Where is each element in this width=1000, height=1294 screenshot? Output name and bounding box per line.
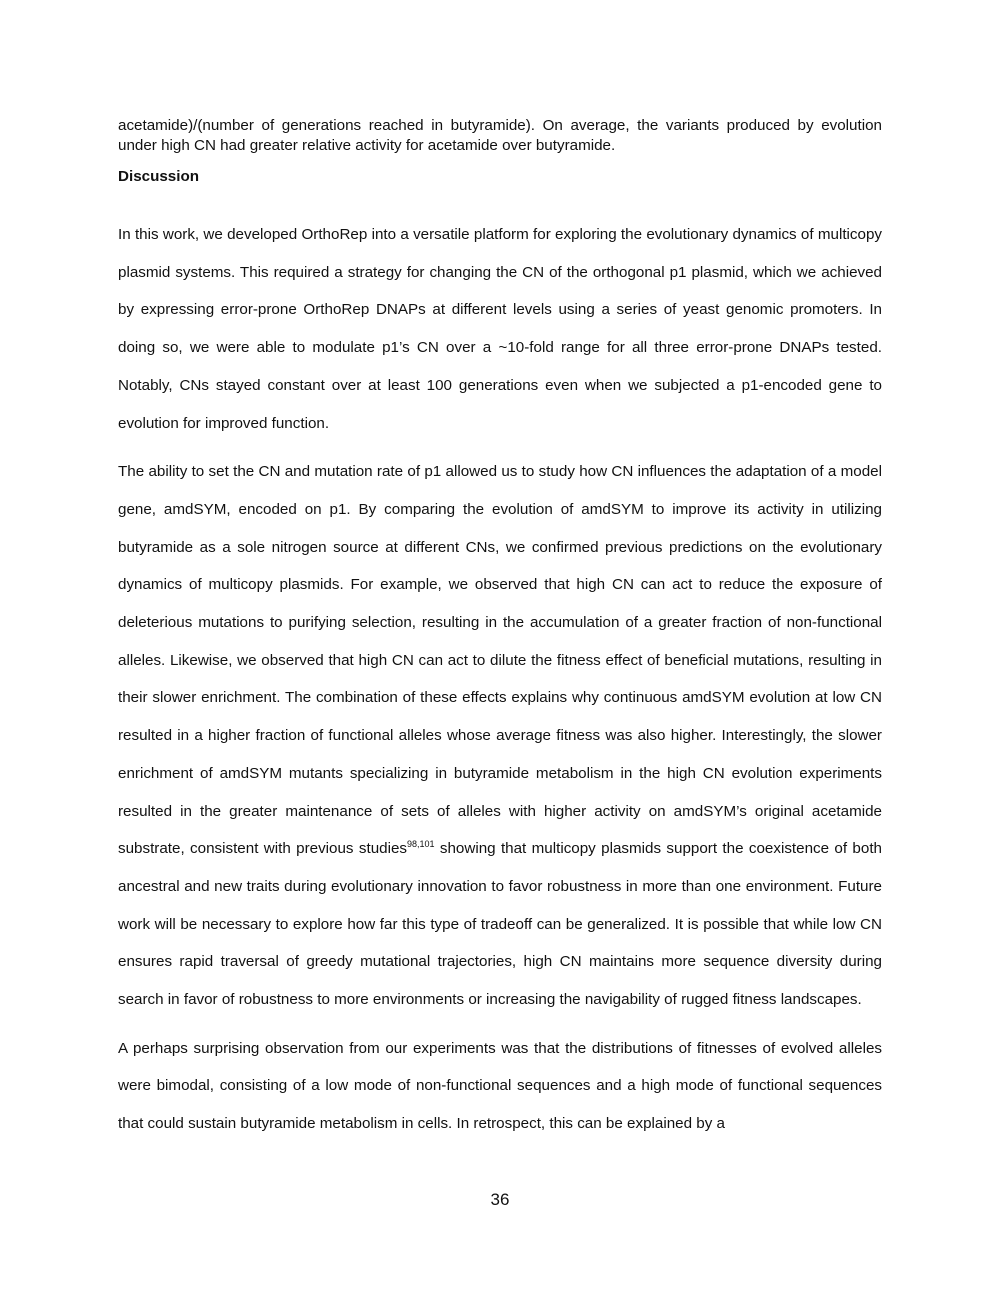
discussion-paragraph-1: In this work, we developed OrthoRep into a versatile platform for exploring the evolutionary dynamics of multicopy plasmid systems. This required a strategy for changing the CN of the orthogonal p1 plasmid, which we achieved by expressing error-prone OrthoRep DNAPs at different levels using a series of yeast genomic promoters. In doing so, we were able to modulate p1’s CN over a ~10-fold range for all three error-prone DNAPs tested. Notably, CNs stayed constant over at least 100 generations even when we subjected a p1-encoded gene to evolution for improved function. xyxy=(118,226,882,432)
paragraph-2-text-start: The ability to set the CN and mutation rate of p1 allowed us to study how CN influences the adaptation of a model gene, amdSYM, encoded on p1. By comparing the evolution of amdSYM to improve its activity in utilizing butyramide as a sole nitrogen source at different CNs, we confirmed previous predictions on the evolutionary dynamics of multicopy plasmids. For example, we observed that high CN can act to reduce the exposure of deleterious mutations to purifying selection, resulting in the accumulation of a greater fraction of non-functional alleles. Likewise, we observed that high CN can act to dilute the fitness effect of beneficial mutations, resulting in their slower enrichment. The combination of these effects explains why continuous amdSYM evolution at low CN resulted in a higher fraction of functional alleles whose average fitness was also higher. Interestingly, the slower enrichment of amdSYM mutants specializing in butyramide metabolism in the high CN evolution experiments resulted in the greater maintenance of sets of alleles with higher activity on amdSYM’s original acetamide substrate, consistent with previous studies xyxy=(118,463,882,858)
discussion-paragraph-3: A perhaps surprising observation from our experiments was that the distributions of fitnesses of evolved alleles were bimodal, consisting of a low mode of non-functional sequences and a high mode of functional sequences that could sustain butyramide metabolism in cells. In retrospect, this can be explained by a xyxy=(118,1039,882,1133)
carryover-paragraph: acetamide)/(number of generations reached in butyramide). On average, the variants produced by evolution under high CN had greater relative activity for acetamide over butyramide. xyxy=(118,117,882,154)
paragraph-2-text-end: showing that multicopy plasmids support the coexistence of both ancestral and new traits during evolutionary innovation to favor robustness in more than one environment. Future work will be necessary to explore how far this type of tradeoff can be generalized. It is possible that while low CN ensures rapid traversal of greedy mutational trajectories, high CN maintains more sequence diversity during search in favor of robustness to more environments or increasing the navigability of rugged fitness landscapes. xyxy=(118,840,882,1009)
discussion-paragraph-2 xyxy=(118,453,882,1019)
page-number: 36 xyxy=(490,1190,510,1209)
page-body xyxy=(118,116,882,1143)
section-heading-discussion: Discussion xyxy=(118,168,200,185)
citation-superscript: 98,101 xyxy=(407,839,435,850)
